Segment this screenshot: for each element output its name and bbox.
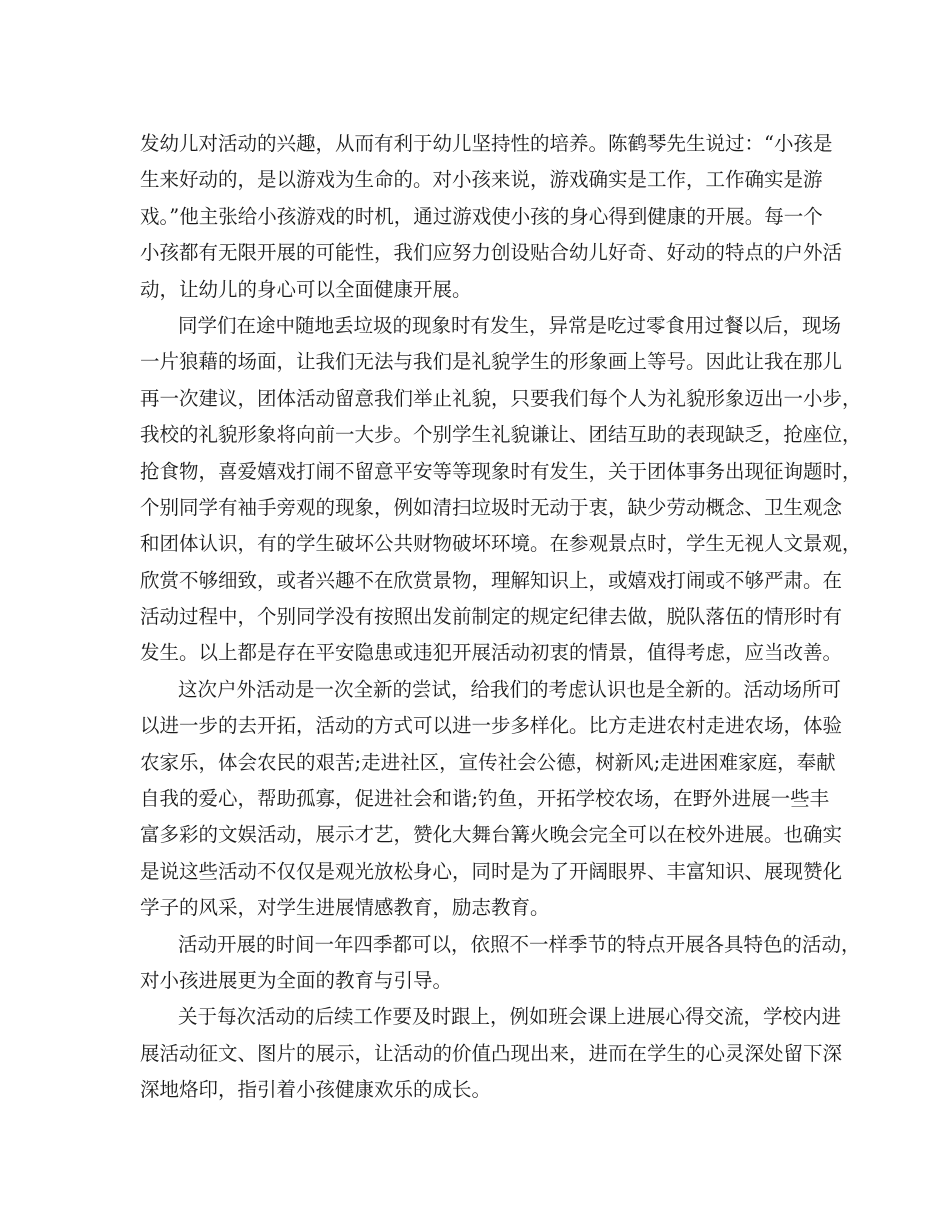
text-line: 活动过程中，个别同学没有按照出发前制定的规定纪律去做，脱队落伍的情形时有 — [140, 605, 843, 629]
paragraph-5 — [140, 999, 843, 1108]
text-line: 发生。以上都是存在平安隐患或违犯开展活动初衷的情景，值得考虑，应当改善。 — [140, 641, 843, 665]
paragraph-1 — [140, 126, 843, 308]
text-line: 和团体认识，有的学生破坏公共财物破坏环境。在参观景点时，学生无视人文景观， — [140, 532, 862, 556]
paragraph-2 — [140, 308, 862, 672]
document-body — [140, 126, 862, 1109]
text-line: 个别同学有袖手旁观的现象，例如清扫垃圾时无动于衷，缺少劳动概念、卫生观念 — [140, 495, 843, 519]
text-line: 是说这些活动不仅仅是观光放松身心，同时是为了开阔眼界、丰富知识、展现赞化 — [140, 859, 843, 883]
text-line: 活动开展的时间一年四季都可以，依照不一样季节的特点开展各具特色的活动， — [178, 932, 861, 956]
text-line: 学子的风采，对学生进展情感教育，励志教育。 — [140, 896, 550, 920]
text-line: 动，让幼儿的身心可以全面健康开展。 — [140, 277, 472, 301]
text-line: 自我的爱心，帮助孤寡，促进社会和谐;钓鱼，开拓学校农场，在野外进展一些丰 — [140, 787, 830, 811]
paragraph-3 — [140, 672, 843, 927]
paragraph-4 — [140, 927, 861, 1000]
text-line: 富多彩的文娱活动，展示才艺，赞化大舞台篝火晚会完全可以在校外进展。也确实 — [140, 823, 843, 847]
text-line: 我校的礼貌形象将向前一大步。个别学生礼貌谦让、团结互助的表现缺乏，抢座位， — [140, 423, 862, 447]
text-line: 这次户外活动是一次全新的尝试，给我们的考虑认识也是全新的。活动场所可 — [178, 677, 842, 701]
text-line: 欣赏不够细致，或者兴趣不在欣赏景物，理解知识上，或嬉戏打闹或不够严肃。在 — [140, 568, 843, 592]
text-line: 生来好动的，是以游戏为生命的。对小孩来说，游戏确实是工作，工作确实是游 — [140, 168, 823, 192]
text-line: 小孩都有无限开展的可能性，我们应努力创设贴合幼儿好奇、好动的特点的户外活 — [140, 241, 843, 265]
text-line: 关于每次活动的后续工作要及时跟上，例如班会课上进展心得交流，学校内进 — [178, 1005, 842, 1029]
text-line: 再一次建议，团体活动留意我们举止礼貌，只要我们每个人为礼貌形象迈出一小步， — [140, 386, 862, 410]
text-line: 以进一步的去开拓，活动的方式可以进一步多样化。比方走进农村走进农场，体验 — [140, 714, 843, 738]
text-line: 对小孩进展更为全面的教育与引导。 — [140, 968, 453, 992]
text-line: 农家乐，体会农民的艰苦;走进社区，宣传社会公德，树新风;走进困难家庭，奉献 — [140, 750, 836, 774]
text-line: 展活动征文、图片的展示，让活动的价值凸现出来，进而在学生的心灵深处留下深 — [140, 1041, 843, 1065]
text-line: 抢食物，喜爱嬉戏打闹不留意平安等等现象时有发生，关于团体事务出现征询题时， — [140, 459, 862, 483]
text-line: 发幼儿对活动的兴趣，从而有利于幼儿坚持性的培养。陈鹤琴先生说过：“小孩是 — [140, 132, 833, 155]
text-line: 一片狼藉的场面，让我们无法与我们是礼貌学生的形象画上等号。因此让我在那儿 — [140, 350, 843, 374]
text-line: 同学们在途中随地丢垃圾的现象时有发生，异常是吃过零食用过餐以后，现场 — [178, 313, 842, 337]
text-line: 深地烙印，指引着小孩健康欢乐的成长。 — [140, 1078, 492, 1102]
text-line: 戏。”他主张给小孩游戏的时机，通过游戏使小孩的身心得到健康的开展。每一个 — [140, 204, 823, 228]
